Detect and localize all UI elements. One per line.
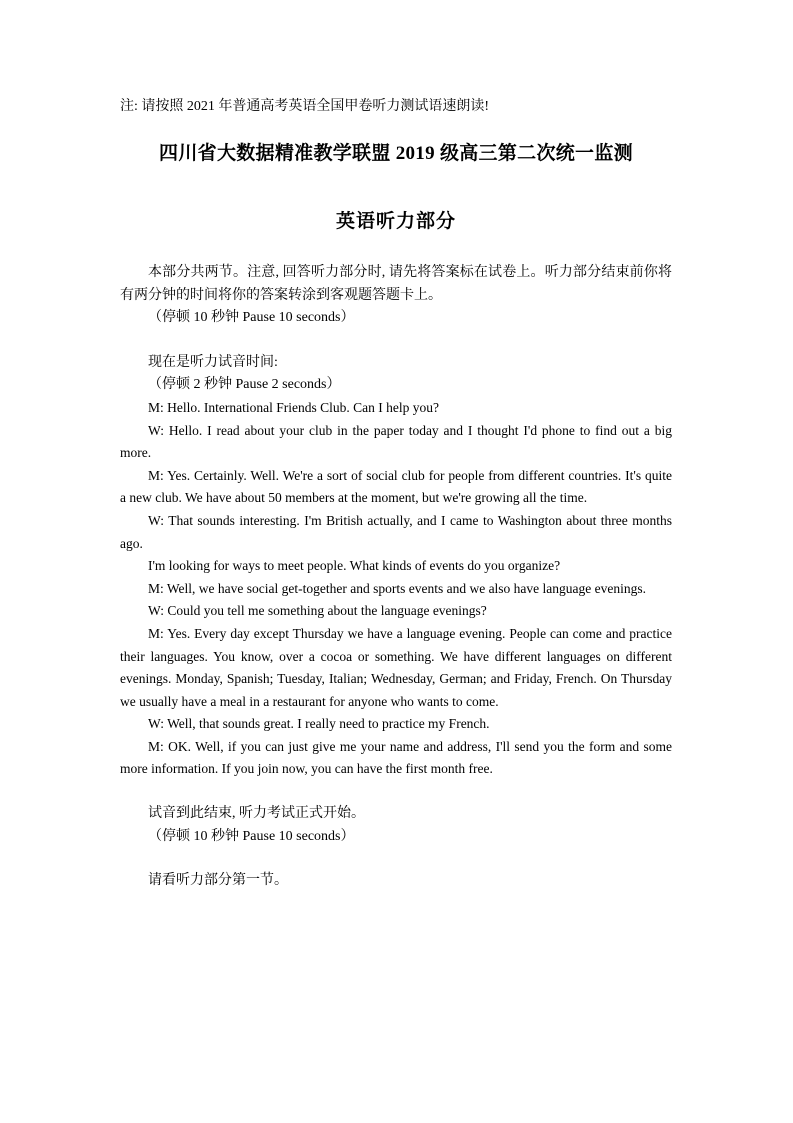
dialogue-line: W: Hello. I read about your club in the paper today and I thought I'd phone to find out a big more. [120, 422, 672, 461]
intro-section [120, 262, 672, 330]
end-trial-text: 试音到此结束, 听力考试正式开始。 [148, 806, 365, 822]
spacer [120, 781, 672, 803]
dialogue-line: M: Hello. International Friends Club. Can I help you? [148, 399, 439, 415]
dialogue-line: I'm looking for ways to meet people. What kinds of events do you organize? [148, 558, 561, 574]
instructions-paragraph: 本部分共两节。注意, 回答听力部分时, 请先将答案标在试卷上。听力部分结束前你将有两分钟的时间将你的答案转涂到客观题答题卡上。 [120, 265, 672, 303]
pause-note: （停顿 2 秒钟 Pause 2 seconds） [148, 377, 341, 393]
dialogue-line: W: That sounds interesting. I'm British actually, and I came to Washington about three months ago. [120, 512, 672, 551]
section-start-text: 请看听力部分第一节。 [148, 873, 288, 889]
dialogue-line: M: Yes. Certainly. Well. We're a sort of social club for people from different countries. It's quite a new club. We have about 50 members at the moment, but we're growing all the time. [120, 467, 672, 506]
dialogue-line: M: Yes. Every day except Thursday we have a language evening. People can come and practice their languages. You know, over a cocoa or something. We have different languages on different evenings. Monday, Spanish; Tuesday, Italian; Wednesday, German; and Friday, French. On Thursday we usually have a meal in a restaurant for anyone who wants to come. [120, 625, 672, 709]
dialogue-line: W: Could you tell me something about the language evenings? [148, 603, 487, 619]
document-subtitle: 英语听力部分 [335, 211, 456, 232]
trial-heading: 现在是听力试音时间: [148, 354, 278, 370]
spacer [120, 330, 672, 352]
dialogue-line: W: Well, that sounds great. I really need to practice my French. [148, 716, 490, 732]
pause-note: （停顿 10 秒钟 Pause 10 seconds） [148, 310, 355, 326]
trial-section [120, 352, 672, 781]
dialogue-line: M: OK. Well, if you can just give me your name and address, I'll send you the form and some more information. If you join now, you can have the first month free. [120, 738, 672, 777]
end-trial-section [120, 803, 672, 848]
pause-note: （停顿 10 秒钟 Pause 10 seconds） [148, 828, 355, 844]
dialogue-line: M: Well, we have social get-together and sports events and we also have language evenings. [148, 580, 647, 596]
header-note: 注: 请按照 2021 年普通高考英语全国甲卷听力测试语速朗读! [120, 99, 490, 114]
document-content [120, 96, 672, 893]
spacer [120, 848, 672, 870]
document-title: 四川省大数据精准教学联盟 2019 级高三第二次统一监测 [159, 143, 633, 164]
